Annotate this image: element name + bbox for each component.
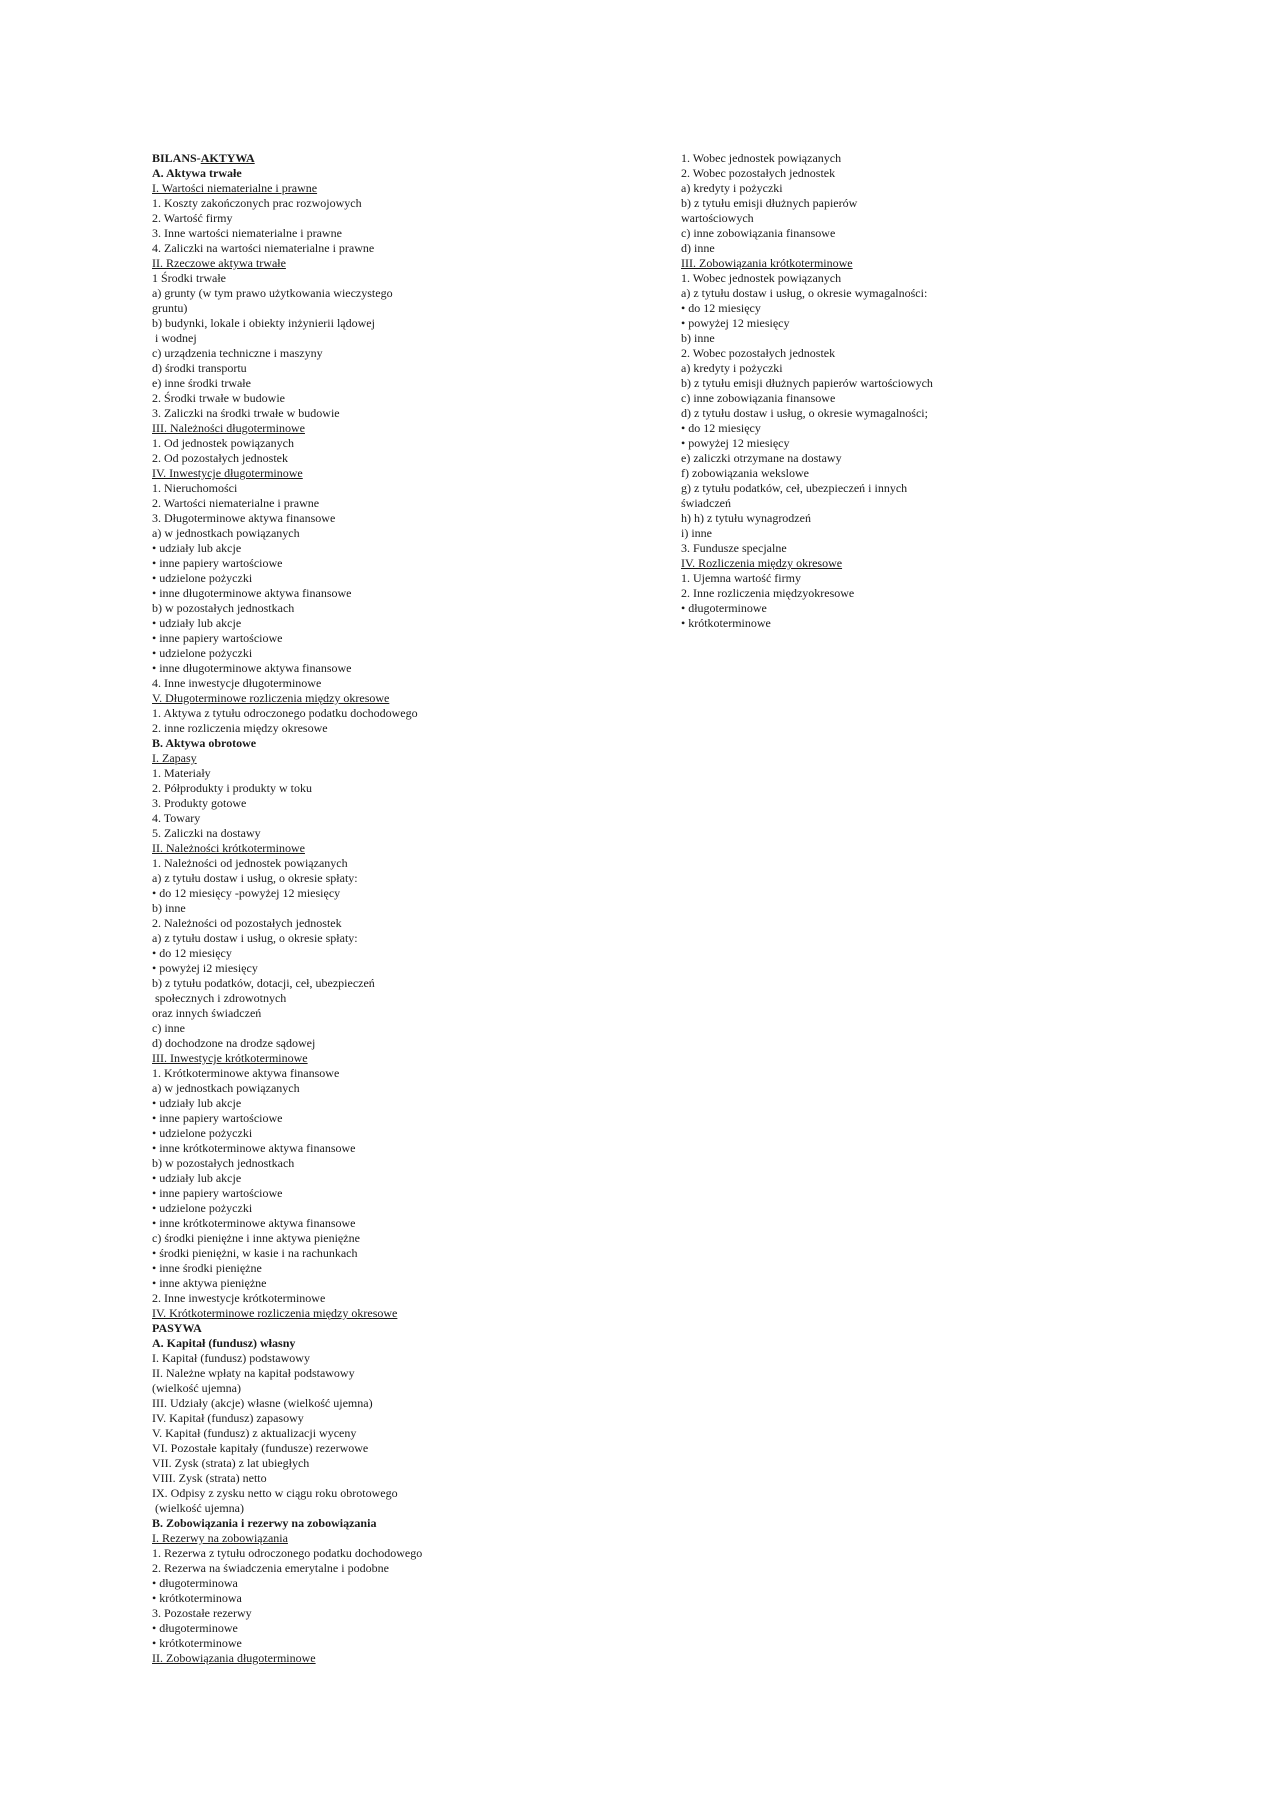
line-text: PASYWA (152, 1321, 202, 1335)
document-line (681, 316, 1171, 331)
line-text: • powyżej 12 miesięcy (681, 436, 790, 450)
line-text: 1 Środki trwałe (152, 271, 226, 285)
document-line (152, 556, 622, 571)
document-line (152, 841, 622, 856)
document-line (152, 1591, 622, 1606)
line-text: BILANS- (152, 151, 201, 165)
line-text: b) inne (681, 331, 715, 345)
line-text: c) środki pieniężne i inne aktywa pieniężne (152, 1231, 360, 1245)
line-text: • długoterminowe (152, 1621, 238, 1635)
line-text: 3. Zaliczki na środki trwałe w budowie (152, 406, 340, 420)
document-line (152, 1201, 622, 1216)
line-text: 2. Od pozostałych jednostek (152, 451, 288, 465)
document-line (681, 406, 1171, 421)
document-line (152, 961, 622, 976)
document-line (681, 331, 1171, 346)
line-text: A. Aktywa trwałe (152, 166, 242, 180)
document-line (152, 1186, 622, 1201)
document-line (152, 1561, 622, 1576)
line-text: społecznych i zdrowotnych (152, 991, 287, 1005)
line-text: b) z tytułu emisji dłużnych papierów wartościowych (681, 376, 933, 390)
document-line (152, 526, 622, 541)
document-line (152, 511, 622, 526)
line-text: 4. Inne inwestycje długoterminowe (152, 676, 322, 690)
document-line (152, 256, 622, 271)
line-text: 1. Od jednostek powiązanych (152, 436, 294, 450)
line-text: a) kredyty i pożyczki (681, 181, 783, 195)
document-line (152, 826, 622, 841)
document-line (681, 286, 1171, 301)
document-line (152, 196, 622, 211)
line-text: (wielkość ujemna) (152, 1381, 241, 1395)
document-line (152, 1291, 622, 1306)
line-text: 1. Nieruchomości (152, 481, 238, 495)
line-text: • udzielone pożyczki (152, 1201, 253, 1215)
document-line (152, 1246, 622, 1261)
document-line (152, 1321, 622, 1336)
document-line (152, 1516, 622, 1531)
document-line (152, 931, 622, 946)
line-text: a) grunty (w tym prawo użytkowania wieczystego (152, 286, 393, 300)
document-line (681, 541, 1171, 556)
document-line (152, 541, 622, 556)
document-line (152, 661, 622, 676)
line-text: VIII. Zysk (strata) netto (152, 1471, 267, 1485)
document-line (152, 991, 622, 1006)
line-text: • inne długoterminowe aktywa finansowe (152, 661, 352, 675)
document-line (681, 511, 1171, 526)
line-text: • krótkoterminowe (152, 1636, 242, 1650)
document-line (681, 301, 1171, 316)
document-line (152, 1006, 622, 1021)
line-text: 2. Wobec pozostałych jednostek (681, 346, 836, 360)
document-line (152, 391, 622, 406)
document-line (152, 1576, 622, 1591)
document-line (681, 451, 1171, 466)
line-text: e) inne środki trwałe (152, 376, 251, 390)
document-line (152, 166, 622, 181)
document-line (681, 226, 1171, 241)
document-line (152, 1021, 622, 1036)
document-line (152, 1036, 622, 1051)
document-line (152, 316, 622, 331)
document-line (152, 1366, 622, 1381)
document-line (681, 271, 1171, 286)
line-text: 2. Wobec pozostałych jednostek (681, 166, 836, 180)
line-text: 3. Inne wartości niematerialne i prawne (152, 226, 342, 240)
line-text: B. Zobowiązania i rezerwy na zobowiązania (152, 1516, 377, 1530)
document-line (152, 721, 622, 736)
line-text: e) zaliczki otrzymane na dostawy (681, 451, 842, 465)
document-line (152, 1471, 622, 1486)
document-line (152, 976, 622, 991)
line-text: • inne papiery wartościowe (152, 1186, 283, 1200)
line-text-suffix: AKTYWA (200, 151, 255, 165)
line-text: a) kredyty i pożyczki (681, 361, 783, 375)
line-text: gruntu) (152, 301, 188, 315)
document-line (152, 1141, 622, 1156)
line-text: • udzielone pożyczki (152, 1126, 253, 1140)
document-line (152, 1546, 622, 1561)
line-text: II. Należne wpłaty na kapitał podstawowy (152, 1366, 355, 1380)
document-line (152, 1426, 622, 1441)
line-text: 2. Należności od pozostałych jednostek (152, 916, 342, 930)
document-line (681, 571, 1171, 586)
line-text: d) inne (681, 241, 715, 255)
document-line (152, 1051, 622, 1066)
document-line (152, 601, 622, 616)
document-line (152, 736, 622, 751)
document-line (681, 241, 1171, 256)
document-line (152, 1486, 622, 1501)
document-line (152, 451, 622, 466)
line-text: 3. Fundusze specjalne (681, 541, 787, 555)
line-text: • długoterminowa (152, 1576, 238, 1590)
document-line (152, 1231, 622, 1246)
line-text: • inne długoterminowe aktywa finansowe (152, 586, 352, 600)
line-text: I. Zapasy (152, 751, 197, 765)
document-line (152, 271, 622, 286)
line-text: B. Aktywa obrotowe (152, 736, 257, 750)
line-text: IV. Kapitał (fundusz) zapasowy (152, 1411, 304, 1425)
line-text: c) inne zobowiązania finansowe (681, 391, 836, 405)
document-line (152, 1126, 622, 1141)
document-line (152, 1336, 622, 1351)
line-text: IV. Krótkoterminowe rozliczenia między okresowe (152, 1306, 398, 1320)
document-line (152, 886, 622, 901)
document-line (152, 1066, 622, 1081)
line-text: c) inne (152, 1021, 185, 1035)
document-line (152, 1081, 622, 1096)
document-line (152, 871, 622, 886)
line-text: 2. Inne rozliczenia międzyokresowe (681, 586, 855, 600)
document-line (152, 631, 622, 646)
line-text: IV. Inwestycje długoterminowe (152, 466, 303, 480)
line-text: świadczeń (681, 496, 731, 510)
document-line (152, 361, 622, 376)
line-text: 1. Ujemna wartość firmy (681, 571, 801, 585)
document-line (681, 556, 1171, 571)
document-line (152, 706, 622, 721)
document-line (152, 1351, 622, 1366)
line-text: • inne krótkoterminowe aktywa finansowe (152, 1216, 356, 1230)
line-text: • udzielone pożyczki (152, 646, 253, 660)
document-line (152, 286, 622, 301)
document-line (681, 436, 1171, 451)
document-line (152, 226, 622, 241)
document-line (152, 301, 622, 316)
document-line (152, 421, 622, 436)
line-text: d) środki transportu (152, 361, 247, 375)
document-line (681, 601, 1171, 616)
line-text: g) z tytułu podatków, ceł, ubezpieczeń i innych (681, 481, 908, 495)
right-column (681, 151, 1171, 631)
document-line (681, 496, 1171, 511)
line-text: 5. Zaliczki na dostawy (152, 826, 261, 840)
line-text: 1. Materiały (152, 766, 211, 780)
document-line (681, 196, 1171, 211)
document-line (152, 1606, 622, 1621)
line-text: • do 12 miesięcy -powyżej 12 miesięcy (152, 886, 341, 900)
document-line (152, 1501, 622, 1516)
document-line (681, 166, 1171, 181)
document-line (152, 1171, 622, 1186)
document-line (152, 811, 622, 826)
line-text: b) z tytułu emisji dłużnych papierów (681, 196, 858, 210)
document-line (152, 241, 622, 256)
line-text: b) z tytułu podatków, dotacji, ceł, ubezpieczeń (152, 976, 375, 990)
document-line (681, 346, 1171, 361)
line-text: III. Udziały (akcje) własne (wielkość ujemna) (152, 1396, 373, 1410)
document-line (152, 766, 622, 781)
line-text: i wodnej (152, 331, 197, 345)
line-text: (wielkość ujemna) (152, 1501, 244, 1515)
document-line (681, 256, 1171, 271)
document-line (152, 616, 622, 631)
line-text: • udziały lub akcje (152, 1096, 242, 1110)
line-text: a) z tytułu dostaw i usług, o okresie spłaty: (152, 871, 358, 885)
line-text: f) zobowiązania wekslowe (681, 466, 809, 480)
document-line (152, 211, 622, 226)
line-text: i) inne (681, 526, 712, 540)
document-line (152, 901, 622, 916)
line-text: 3. Produkty gotowe (152, 796, 247, 810)
document-line (681, 151, 1171, 166)
line-text: 4. Zaliczki na wartości niematerialne i prawne (152, 241, 375, 255)
document-line (152, 1441, 622, 1456)
line-text: a) w jednostkach powiązanych (152, 1081, 300, 1095)
document-line (681, 616, 1171, 631)
document-line (152, 496, 622, 511)
line-text: • inne krótkoterminowe aktywa finansowe (152, 1141, 356, 1155)
line-text: II. Rzeczowe aktywa trwałe (152, 256, 286, 270)
document-line (152, 916, 622, 931)
document-line (152, 1111, 622, 1126)
document-line (152, 571, 622, 586)
line-text: • udziały lub akcje (152, 541, 242, 555)
line-text: • inne papiery wartościowe (152, 556, 283, 570)
document-line (152, 856, 622, 871)
document-line (152, 946, 622, 961)
document-line (681, 376, 1171, 391)
line-text: oraz innych świadczeń (152, 1006, 262, 1020)
document-line (152, 586, 622, 601)
document-line (152, 1636, 622, 1651)
document-line (681, 586, 1171, 601)
line-text: III. Inwestycje krótkoterminowe (152, 1051, 308, 1065)
document-line (152, 481, 622, 496)
document-line (152, 1411, 622, 1426)
line-text: c) urządzenia techniczne i maszyny (152, 346, 323, 360)
line-text: b) budynki, lokale i obiekty inżynierii lądowej (152, 316, 375, 330)
line-text: • inne środki pieniężne (152, 1261, 262, 1275)
line-text: • do 12 miesięcy (681, 301, 761, 315)
line-text: • udziały lub akcje (152, 616, 242, 630)
document-line (152, 406, 622, 421)
document-line (152, 181, 622, 196)
line-text: A. Kapitał (fundusz) własny (152, 1336, 296, 1350)
line-text: • inne papiery wartościowe (152, 1111, 283, 1125)
document-line (152, 691, 622, 706)
document-line (152, 751, 622, 766)
line-text: 2. Wartości niematerialne i prawne (152, 496, 320, 510)
line-text: VII. Zysk (strata) z lat ubiegłych (152, 1456, 310, 1470)
document-line (152, 1621, 622, 1636)
line-text: IX. Odpisy z zysku netto w ciągu roku obrotowego (152, 1486, 398, 1500)
line-text: 2. Półprodukty i produkty w toku (152, 781, 313, 795)
line-text: 1. Wobec jednostek powiązanych (681, 151, 842, 165)
line-text: • inne aktywa pieniężne (152, 1276, 267, 1290)
line-text: a) z tytułu dostaw i usług, o okresie wymagalności: (681, 286, 928, 300)
document-line (152, 1216, 622, 1231)
line-text: 4. Towary (152, 811, 201, 825)
line-text: III. Należności długoterminowe (152, 421, 305, 435)
left-column (152, 151, 622, 1666)
line-text: b) w pozostałych jednostkach (152, 1156, 295, 1170)
line-text: I. Kapitał (fundusz) podstawowy (152, 1351, 310, 1365)
line-text: • do 12 miesięcy (152, 946, 232, 960)
document-line (152, 466, 622, 481)
document-line (152, 1156, 622, 1171)
line-text: • udzielone pożyczki (152, 571, 253, 585)
line-text: II. Zobowiązania długoterminowe (152, 1651, 316, 1665)
line-text: II. Należności krótkoterminowe (152, 841, 305, 855)
document-line (152, 1306, 622, 1321)
line-text: 2. Wartość firmy (152, 211, 233, 225)
line-text: d) dochodzone na drodze sądowej (152, 1036, 316, 1050)
line-text: 2. inne rozliczenia między okresowe (152, 721, 328, 735)
line-text: a) w jednostkach powiązanych (152, 526, 300, 540)
line-text: • powyżej i2 miesięcy (152, 961, 258, 975)
document-line (152, 1096, 622, 1111)
line-text: IV. Rozliczenia między okresowe (681, 556, 843, 570)
document-line (681, 181, 1171, 196)
line-text: • krótkoterminowa (152, 1591, 242, 1605)
line-text: • krótkoterminowe (681, 616, 771, 630)
document-line (681, 421, 1171, 436)
document-line (152, 436, 622, 451)
document-line (681, 391, 1171, 406)
line-text: 1. Krótkoterminowe aktywa finansowe (152, 1066, 340, 1080)
document-line (152, 1276, 622, 1291)
line-text: h) h) z tytułu wynagrodzeń (681, 511, 811, 525)
document-line (152, 1396, 622, 1411)
line-text: • długoterminowe (681, 601, 767, 615)
document-line (152, 376, 622, 391)
line-text: • powyżej 12 miesięcy (681, 316, 790, 330)
line-text: I. Wartości niematerialne i prawne (152, 181, 318, 195)
document-line (152, 1456, 622, 1471)
line-text: 1. Wobec jednostek powiązanych (681, 271, 842, 285)
line-text: • środki pieniężni, w kasie i na rachunkach (152, 1246, 358, 1260)
line-text: 2. Rezerwa na świadczenia emerytalne i podobne (152, 1561, 389, 1575)
document-line (152, 331, 622, 346)
line-text: 1. Koszty zakończonych prac rozwojowych (152, 196, 362, 210)
line-text: V. Kapitał (fundusz) z aktualizacji wyceny (152, 1426, 357, 1440)
document-line (681, 466, 1171, 481)
line-text: 2. Inne inwestycje krótkoterminowe (152, 1291, 326, 1305)
line-text: III. Zobowiązania krótkoterminowe (681, 256, 853, 270)
document-line (152, 151, 622, 166)
document-line (152, 1651, 622, 1666)
line-text: 1. Aktywa z tytułu odroczonego podatku dochodowego (152, 706, 418, 720)
line-text: I. Rezerwy na zobowiązania (152, 1531, 288, 1545)
document-line (681, 481, 1171, 496)
document-line (152, 796, 622, 811)
line-text: VI. Pozostałe kapitały (fundusze) rezerwowe (152, 1441, 369, 1455)
document-line (152, 676, 622, 691)
line-text: • inne papiery wartościowe (152, 631, 283, 645)
document-line (681, 526, 1171, 541)
line-text: 3. Pozostałe rezerwy (152, 1606, 252, 1620)
line-text: b) inne (152, 901, 186, 915)
line-text: 2. Środki trwałe w budowie (152, 391, 285, 405)
line-text: 1. Należności od jednostek powiązanych (152, 856, 348, 870)
document-line (681, 211, 1171, 226)
line-text: 3. Długoterminowe aktywa finansowe (152, 511, 336, 525)
line-text: d) z tytułu dostaw i usług, o okresie wymagalności; (681, 406, 928, 420)
document-line (152, 1261, 622, 1276)
document-line (152, 1381, 622, 1396)
document-line (152, 781, 622, 796)
document-line (152, 346, 622, 361)
line-text: wartościowych (681, 211, 754, 225)
line-text: V. Długoterminowe rozliczenia między okresowe (152, 691, 390, 705)
line-text: b) w pozostałych jednostkach (152, 601, 295, 615)
document-line (152, 1531, 622, 1546)
line-text: • udziały lub akcje (152, 1171, 242, 1185)
document-line (681, 361, 1171, 376)
line-text: • do 12 miesięcy (681, 421, 761, 435)
line-text: 1. Rezerwa z tytułu odroczonego podatku dochodowego (152, 1546, 423, 1560)
document-line (152, 646, 622, 661)
line-text: c) inne zobowiązania finansowe (681, 226, 836, 240)
line-text: a) z tytułu dostaw i usług, o okresie spłaty: (152, 931, 358, 945)
